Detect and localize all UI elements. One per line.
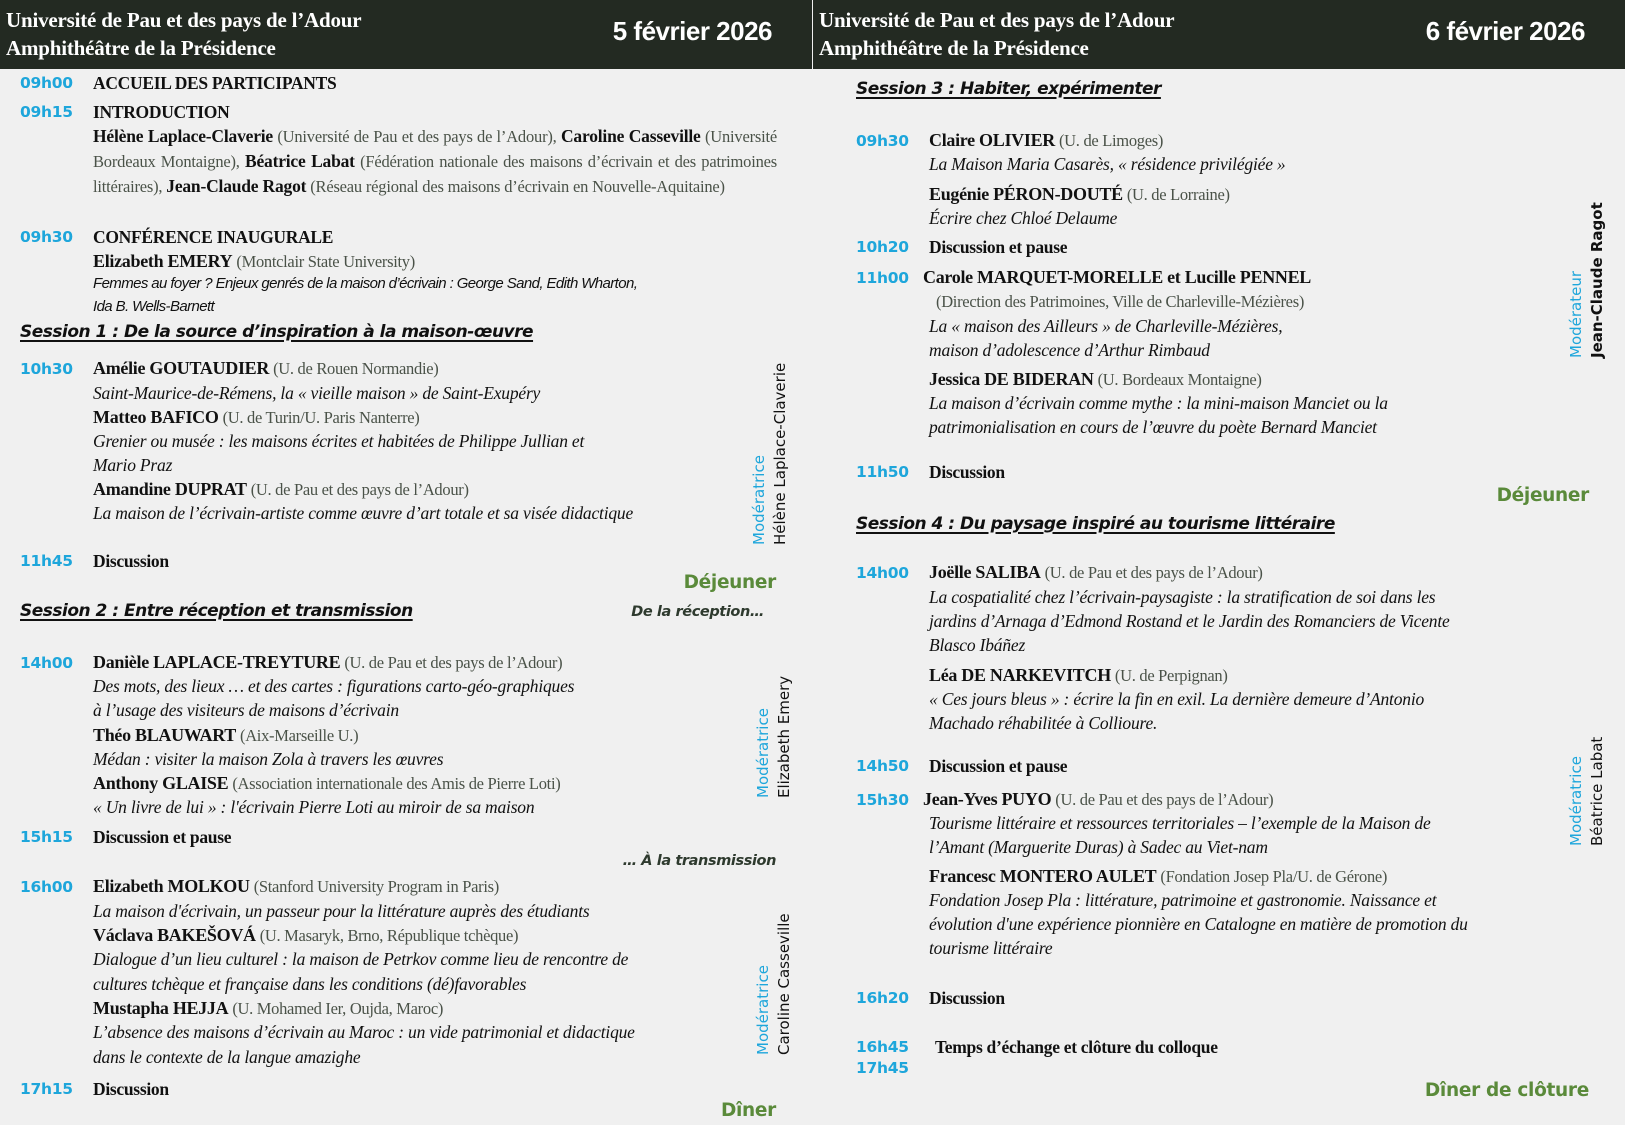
speaker-name: Léa DE NARKEVITCH bbox=[929, 665, 1111, 685]
speaker-affiliation: (Université Bordeaux Montaigne), bbox=[93, 127, 778, 171]
talk-title: L’absence des maisons d’écrivain au Maroc : un vide patrimonial et didactique bbox=[93, 1022, 635, 1042]
speaker-name: Jean-Yves PUYO bbox=[923, 789, 1052, 809]
welcome-title: ACCUEIL DES PARTICIPANTS bbox=[93, 73, 337, 93]
time-label: 17h15 bbox=[20, 1080, 73, 1098]
day2-date: 6 février 2026 bbox=[1425, 16, 1585, 46]
speaker-affiliation: (U. de Pau et des pays de l’Adour) bbox=[250, 480, 469, 499]
speaker-name: Claire OLIVIER bbox=[929, 130, 1055, 150]
speaker-affiliation: (U. de Perpignan) bbox=[1114, 666, 1228, 685]
speaker-name: Eugénie PÉRON-DOUTÉ bbox=[929, 184, 1123, 204]
venue bbox=[819, 6, 1174, 62]
speaker-name: Caroline Casseville bbox=[560, 126, 701, 146]
venue-university: Université de Pau et des pays de l’Adour bbox=[819, 8, 1175, 32]
discussion-label: Discussion bbox=[93, 1079, 169, 1099]
time-label: 09h30 bbox=[856, 132, 909, 150]
session3-title: Session 3 : Habiter, expérimenter bbox=[856, 79, 1161, 99]
day1-header bbox=[0, 0, 812, 69]
talk-title: La maison de l’écrivain-artiste comme œuvre d’art totale et sa visée didactique bbox=[93, 503, 634, 523]
time-label: 15h15 bbox=[20, 828, 73, 846]
talk-title: La cospatialité chez l’écrivain-paysagiste : la stratification de soi dans les bbox=[929, 587, 1436, 607]
speaker-name: Jean-Claude Ragot bbox=[166, 176, 307, 196]
speaker-affiliation: (U. de Pau et des pays de l’Adour) bbox=[1044, 563, 1263, 582]
speaker-affiliation: (U. de Rouen Normandie) bbox=[273, 359, 439, 378]
moderator-role: Modératrice bbox=[750, 455, 768, 545]
speaker-affiliation: (Stanford University Program in Paris) bbox=[253, 877, 499, 896]
day1-panel bbox=[0, 0, 812, 1125]
talk-title: La maison d’écrivain comme mythe : la mini-maison Manciet ou la bbox=[929, 393, 1388, 413]
meal-label: Déjeuner bbox=[1496, 485, 1589, 506]
speaker-name: Hélène Laplace-Claverie bbox=[93, 126, 273, 146]
session2-title: Session 2 : Entre réception et transmission bbox=[20, 601, 413, 621]
speaker-name: Théo BLAUWART bbox=[93, 725, 236, 745]
talk-title: Tourisme littéraire et ressources territoriales – l’exemple de la Maison de bbox=[929, 813, 1431, 833]
discussion-label: Discussion bbox=[93, 551, 169, 571]
meal-label: Dîner bbox=[720, 1100, 776, 1121]
time-label: 10h20 bbox=[856, 238, 909, 256]
speaker-name: Francesc MONTERO AULET bbox=[929, 866, 1157, 886]
intro-speakers bbox=[93, 124, 777, 199]
session2-part1-moderator bbox=[752, 676, 794, 798]
talk-title: La maison d'écrivain, un passeur pour la littérature auprès des étudiants bbox=[93, 901, 590, 921]
speaker-name: Anthony GLAISE bbox=[93, 773, 229, 793]
talk-title: dans le contexte de la langue amazighe bbox=[93, 1047, 361, 1067]
talk-title: maison d’adolescence d’Arthur Rimbaud bbox=[929, 340, 1210, 360]
talk-title: « Ces jours bleus » : écrire la fin en exil. La dernière demeure d’Antonio bbox=[929, 689, 1425, 709]
talk-title: Des mots, des lieux … et des cartes : figurations carto-géo-graphiques bbox=[93, 676, 575, 696]
session2-part1-note: De la réception… bbox=[631, 604, 764, 620]
speaker-name: Amélie GOUTAUDIER bbox=[93, 358, 270, 378]
talk-speaker-line bbox=[929, 130, 1163, 151]
speaker-affiliation: (Montclair State University) bbox=[236, 252, 415, 271]
speaker-name: Danièle LAPLACE-TREYTURE bbox=[93, 652, 341, 672]
speaker-affiliation: (U. Bordeaux Montaigne) bbox=[1097, 370, 1262, 389]
speaker-affiliation: (Association internationale des Amis de Pierre Loti) bbox=[232, 774, 561, 793]
discussion-label: Discussion bbox=[929, 462, 1005, 482]
talk-title: Machado réhabilitée à Collioure. bbox=[929, 713, 1158, 733]
pause-label: Discussion et pause bbox=[929, 237, 1068, 257]
session2-part2-note: … À la transmission bbox=[622, 853, 776, 869]
speaker-affiliation: (Réseau régional des maisons d’écrivain en Nouvelle-Aquitaine) bbox=[310, 177, 725, 196]
talk-speaker-line bbox=[929, 369, 1262, 390]
speaker-name: Matteo BAFICO bbox=[93, 407, 219, 427]
discussion-label: Discussion bbox=[929, 988, 1005, 1008]
talk-title: à l’usage des visiteurs de maisons d’écrivain bbox=[93, 700, 399, 720]
talk-speaker-line bbox=[929, 562, 1263, 583]
moderator-role: Modératrice bbox=[754, 965, 772, 1055]
time-label: 11h00 bbox=[856, 269, 909, 287]
time-label: 11h50 bbox=[856, 463, 909, 481]
venue-university: Université de Pau et des pays de l’Adour bbox=[6, 8, 362, 32]
talk-title: Fondation Josep Pla : littérature, patrimoine et gastronomie. Naissance et bbox=[929, 890, 1437, 910]
speaker-affiliation: (Aix-Marseille U.) bbox=[240, 726, 359, 745]
speaker-name: Elizabeth EMERY bbox=[93, 251, 233, 271]
speaker-name: Jessica DE BIDERAN bbox=[929, 369, 1094, 389]
talk-title: Ida B. Wells-Barnett bbox=[93, 298, 215, 315]
talk-speaker-line bbox=[93, 479, 469, 500]
keynote-speaker-line bbox=[93, 251, 415, 272]
speaker-affiliation: (U. de Limoges) bbox=[1058, 131, 1164, 150]
moderator-name: Béatrice Labat bbox=[1588, 736, 1606, 846]
moderator-name: Caroline Casseville bbox=[775, 913, 793, 1055]
venue-room: Amphithéâtre de la Présidence bbox=[6, 36, 276, 60]
meal-label: Dîner de clôture bbox=[1424, 1080, 1589, 1101]
time-label: 16h20 bbox=[856, 989, 909, 1007]
speaker-name: Amandine DUPRAT bbox=[93, 479, 247, 499]
talk-speaker-line bbox=[93, 358, 438, 379]
speaker-affiliation: (U. de Lorraine) bbox=[1126, 185, 1230, 204]
talk-title: Blasco Ibáñez bbox=[929, 635, 1026, 655]
time-label: 09h30 bbox=[20, 228, 73, 246]
speaker-name: Elizabeth MOLKOU bbox=[93, 876, 250, 896]
talk-title: tourisme littéraire bbox=[929, 938, 1053, 958]
pause-label: Discussion et pause bbox=[93, 827, 232, 847]
time-label: 09h15 bbox=[20, 103, 73, 121]
speaker-affiliation: (U. de Pau et des pays de l’Adour) bbox=[344, 653, 563, 672]
session2-part2-moderator bbox=[752, 913, 794, 1055]
time-label: 10h30 bbox=[20, 360, 73, 378]
talk-speaker-line bbox=[93, 725, 358, 746]
moderator-name: Hélène Laplace-Claverie bbox=[771, 362, 789, 545]
intro-title: INTRODUCTION bbox=[93, 102, 230, 122]
time-label: 15h30 bbox=[856, 791, 909, 809]
session1-moderator bbox=[748, 363, 790, 545]
speaker-affiliation: (U. de Pau et des pays de l’Adour) bbox=[1055, 790, 1274, 809]
session3-moderator bbox=[1565, 202, 1607, 358]
talk-title: Dialogue d’un lieu culturel : la maison de Petrkov comme lieu de rencontre de bbox=[93, 949, 629, 969]
time-label: 09h00 bbox=[20, 74, 73, 92]
talk-title: Grenier ou musée : les maisons écrites et habitées de Philippe Jullian et bbox=[93, 431, 585, 451]
speaker-affiliation: (Fondation Josep Pla/U. de Gérone) bbox=[1160, 867, 1388, 886]
keynote-title: CONFÉRENCE INAUGURALE bbox=[93, 227, 334, 247]
talk-speaker-line bbox=[93, 773, 560, 794]
time-label: 14h50 bbox=[856, 757, 909, 775]
venue-room: Amphithéâtre de la Présidence bbox=[819, 36, 1089, 60]
pause-label: Discussion et pause bbox=[929, 756, 1068, 776]
talk-title: Saint-Maurice-de-Rémens, la « vieille maison » de Saint-Exupéry bbox=[93, 383, 541, 403]
talk-title: Femmes au foyer ? Enjeux genrés de la maison d’écrivain : George Sand, Edith Wharton, bbox=[93, 275, 638, 292]
speaker-name: Carole MARQUET-MORELLE et Lucille PENNEL bbox=[923, 267, 1311, 287]
talk-speaker-line bbox=[929, 866, 1387, 887]
talk-speaker-line bbox=[93, 925, 518, 946]
talk-title: patrimonialisation en cours de l’œuvre du poète Bernard Manciet bbox=[929, 417, 1377, 437]
talk-speaker-line bbox=[93, 407, 420, 428]
session4-moderator bbox=[1565, 737, 1607, 846]
speaker-affiliation: (U. de Turin/U. Paris Nanterre) bbox=[222, 408, 420, 427]
talk-title: l’Amant (Marguerite Duras) à Sadec au Viet-nam bbox=[929, 837, 1268, 857]
speaker-name: Béatrice Labat bbox=[244, 151, 355, 171]
speaker-name: Joëlle SALIBA bbox=[929, 562, 1041, 582]
talk-title: jardins d’Arnaga d’Edmond Rostand et le Jardin des Romanciers de Vicente bbox=[929, 611, 1450, 631]
talk-title: La « maison des Ailleurs » de Charleville-Mézières, bbox=[929, 316, 1283, 336]
time-label: 16h45 bbox=[856, 1038, 909, 1056]
time-label: 14h00 bbox=[856, 564, 909, 582]
talk-title: La Maison Maria Casarès, « résidence privilégiée » bbox=[929, 154, 1286, 174]
day2-header bbox=[813, 0, 1625, 69]
speaker-affiliation: (Fédération nationale des maisons d’écrivain et des patrimoines littéraires), bbox=[93, 152, 777, 196]
talk-title: Écrire chez Chloé Delaume bbox=[929, 208, 1118, 228]
closing-label: Temps d’échange et clôture du colloque bbox=[935, 1037, 1218, 1057]
time-label: 14h00 bbox=[20, 654, 73, 672]
session4-title: Session 4 : Du paysage inspiré au tourisme littéraire bbox=[856, 514, 1335, 534]
session1-title: Session 1 : De la source d’inspiration à la maison-œuvre bbox=[20, 322, 534, 342]
speaker-affiliation: (U. Masaryk, Brno, République tchèque) bbox=[259, 926, 519, 945]
moderator-name: Elizabeth Emery bbox=[775, 675, 793, 798]
moderator-role: Modératrice bbox=[1567, 756, 1585, 846]
talk-title: Médan : visiter la maison Zola à travers les œuvres bbox=[93, 749, 444, 769]
moderator-name: Jean-Claude Ragot bbox=[1588, 202, 1606, 358]
speaker-name: Mustapha HEJJA bbox=[93, 998, 229, 1018]
moderator-role: Modérateur bbox=[1567, 270, 1585, 358]
time-label: 17h45 bbox=[856, 1059, 909, 1077]
talk-title: « Un livre de lui » : l'écrivain Pierre Loti au miroir de sa maison bbox=[93, 797, 535, 817]
day1-date: 5 février 2026 bbox=[612, 16, 772, 46]
day2-panel bbox=[813, 0, 1625, 1125]
venue bbox=[6, 6, 361, 62]
talk-speaker-line bbox=[93, 998, 443, 1019]
moderator-role: Modératrice bbox=[754, 708, 772, 798]
speaker-affiliation: (Direction des Patrimoines, Ville de Charleville-Mézières) bbox=[936, 292, 1305, 311]
meal-label: Déjeuner bbox=[683, 572, 776, 593]
speaker-affiliation: (U. Mohamed Ier, Oujda, Maroc) bbox=[232, 999, 444, 1018]
talk-speaker-line bbox=[929, 665, 1228, 686]
talk-speaker-line bbox=[929, 184, 1230, 205]
talk-speaker-line bbox=[923, 789, 1273, 810]
talk-title: évolution d'une expérience pionnière en Catalogne en matière de promotion du bbox=[929, 914, 1468, 934]
speaker-affiliation: (Université de Pau et des pays de l’Adour), bbox=[277, 127, 557, 146]
time-label: 11h45 bbox=[20, 552, 73, 570]
time-label: 16h00 bbox=[20, 878, 73, 896]
speaker-name: Václava BAKEŠOVÁ bbox=[93, 925, 256, 945]
talk-title: Mario Praz bbox=[93, 455, 173, 475]
talk-speaker-line bbox=[93, 652, 562, 673]
talk-title: cultures tchèque et française dans les conditions (dé)favorables bbox=[93, 974, 527, 994]
talk-speaker-line bbox=[93, 876, 499, 897]
